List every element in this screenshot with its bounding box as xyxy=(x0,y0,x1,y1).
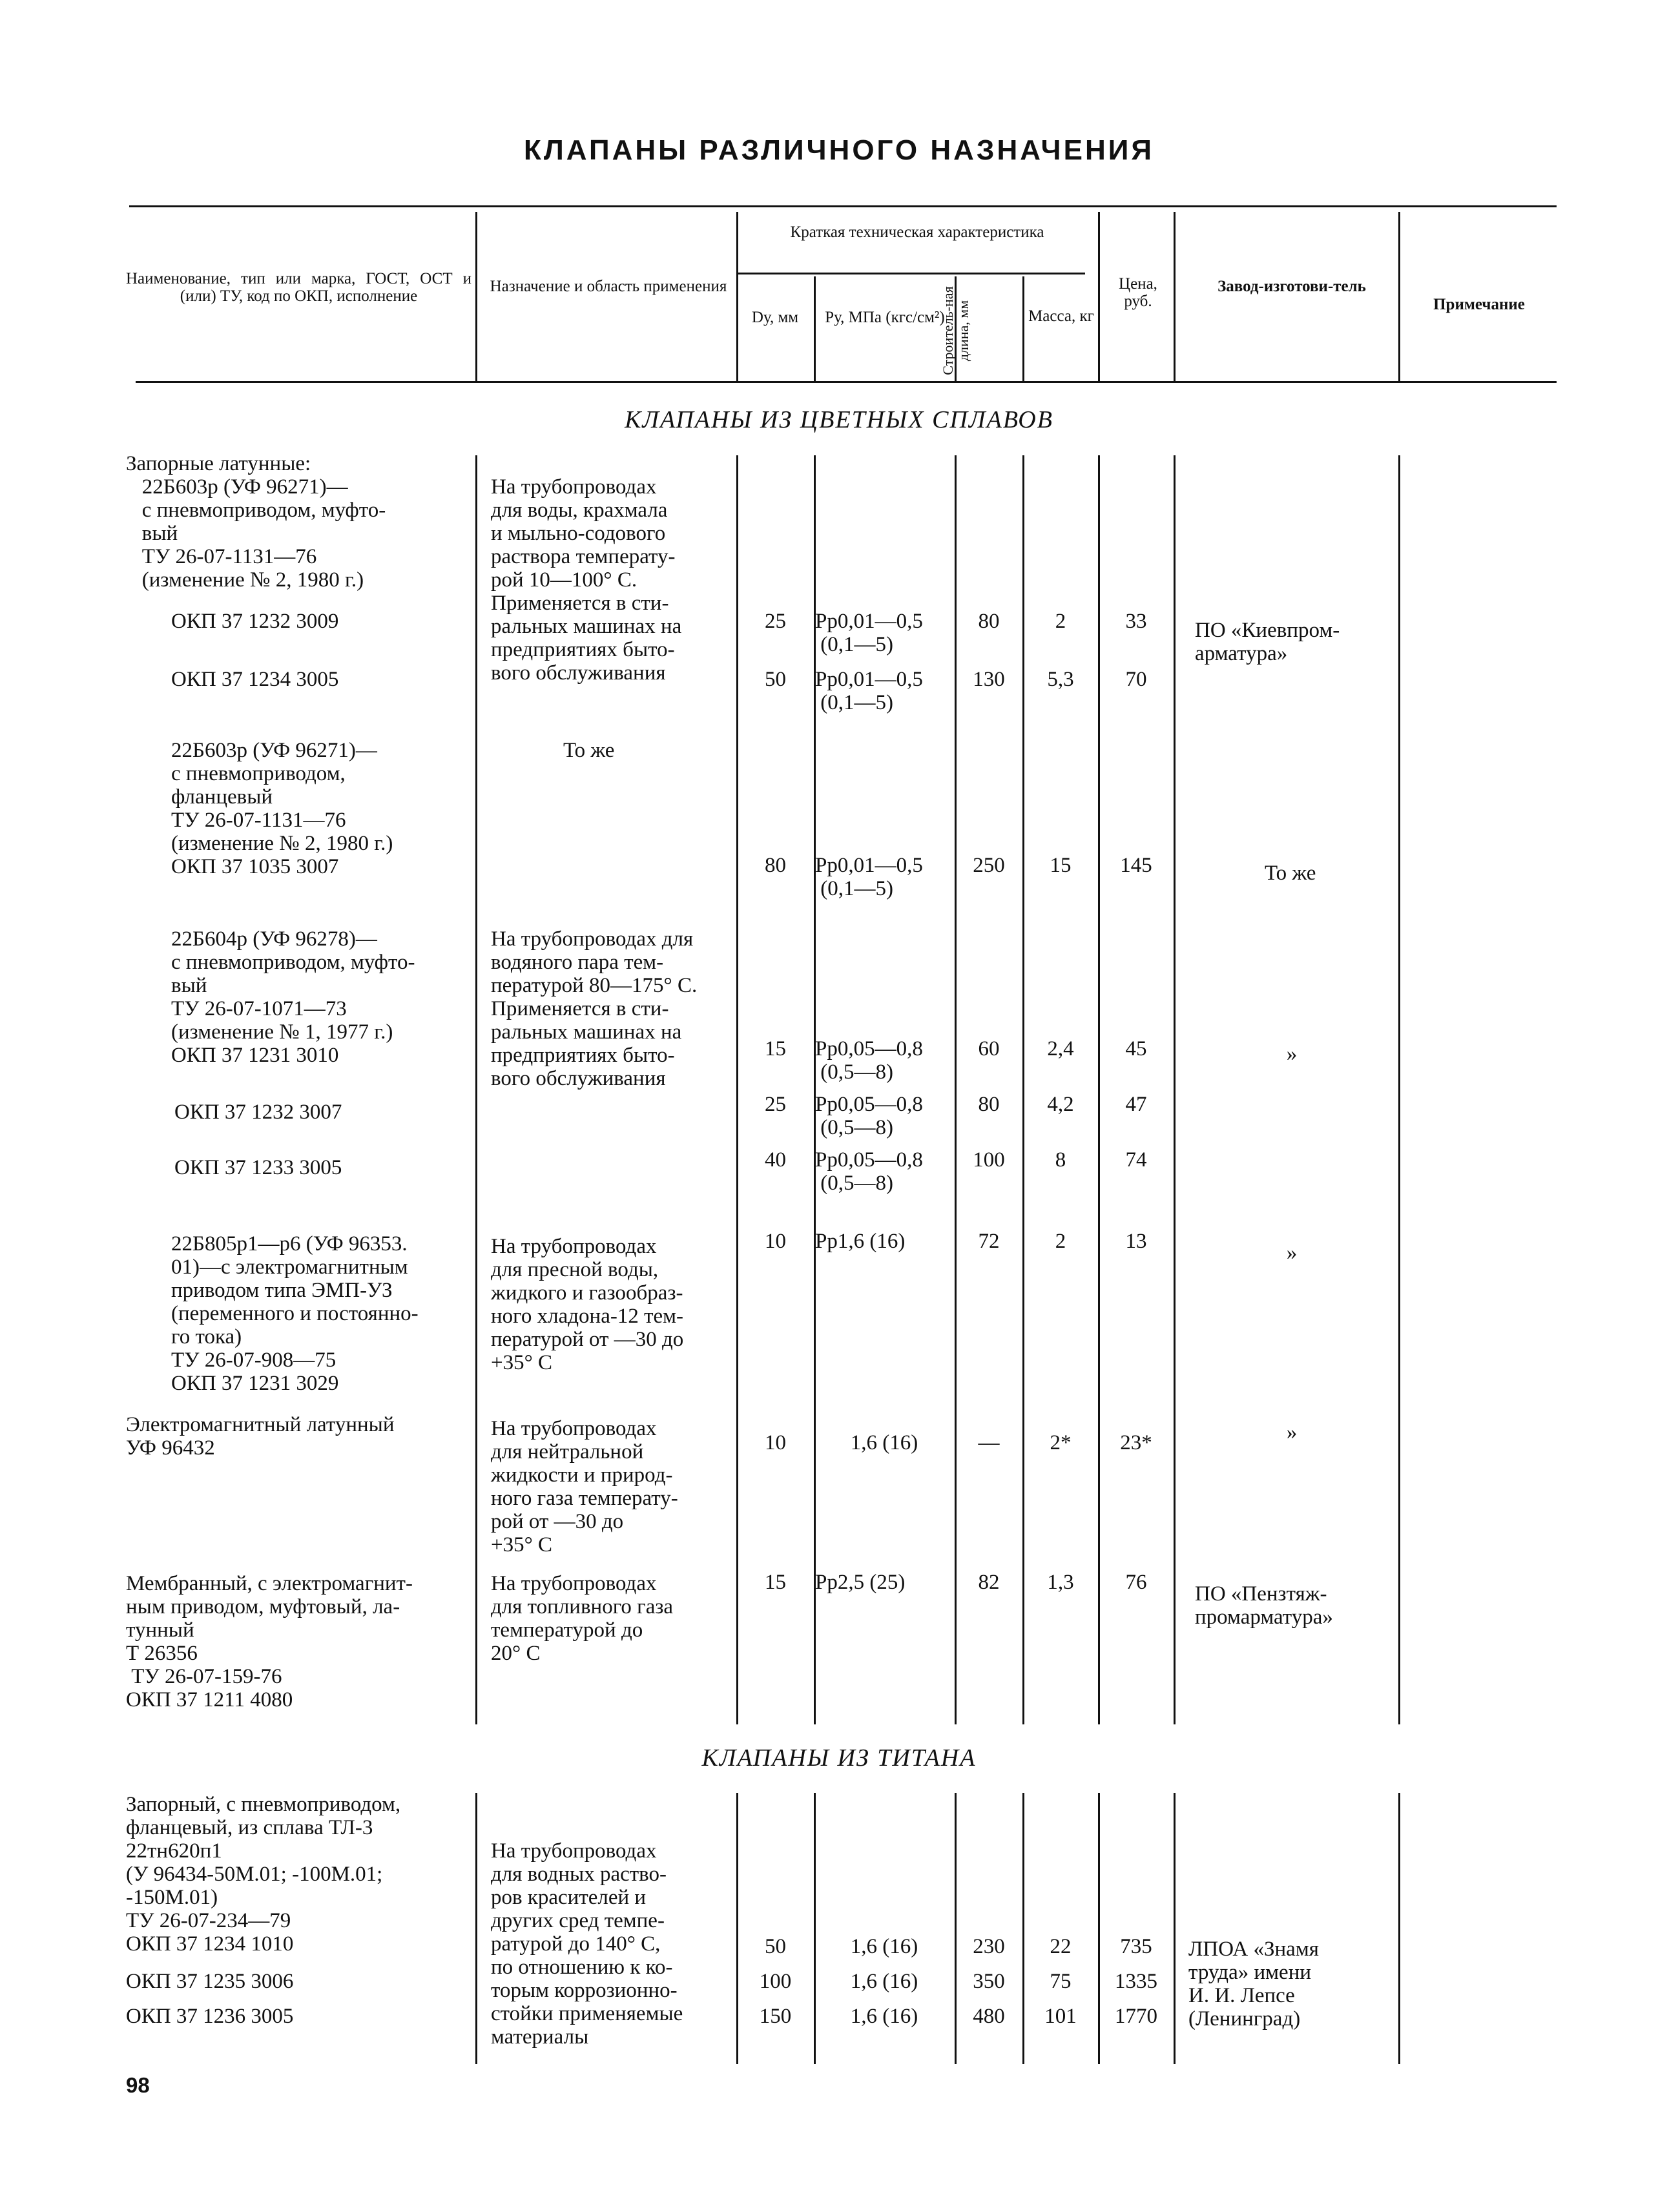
header-divider xyxy=(1174,212,1176,381)
column-divider xyxy=(736,455,738,1724)
cell-dy: 50 xyxy=(765,1935,786,1958)
product-purpose: На трубопроводах для водяного пара тем- пературой 80—175° С. Применяется в сти- ральных машинах на предприятиях быто- вого обслуживания xyxy=(491,927,698,1090)
column-divider xyxy=(475,1793,477,2064)
okp-code: ОКП 37 1236 3005 xyxy=(126,2005,294,2028)
product-purpose: То же xyxy=(563,739,615,762)
product-purpose: На трубопроводах для пресной воды, жидкого и газообраз- ного хладона-12 тем- пературой от —30 до +35° С xyxy=(491,1235,684,1374)
column-divider xyxy=(1098,455,1100,1724)
product-name: 22Б604р (УФ 96278)— с пневмоприводом, муфто- вый ТУ 26-07-1071—73 (изменение № 1, 1977 г.) ОКП 37 1231 3010 xyxy=(171,927,415,1067)
cell-price: 45 xyxy=(1125,1037,1147,1060)
cell-py: Pр0,05—0,8 (0,5—8) xyxy=(815,1148,923,1195)
header-divider xyxy=(1398,212,1400,381)
header-py: Pу, МПа (кгс/см²) xyxy=(825,309,945,326)
cell-py: Pр0,01—0,5 (0,1—5) xyxy=(815,610,923,656)
cell-length: 60 xyxy=(978,1037,1000,1060)
manufacturer: ЛПОА «Знамя труда» имени И. И. Лепсе (Ленинград) xyxy=(1188,1938,1319,2031)
cell-price: 23* xyxy=(1120,1431,1152,1454)
cell-mass: 2 xyxy=(1055,1230,1066,1253)
okp-code: ОКП 37 1232 3007 xyxy=(174,1101,342,1124)
cell-dy: 15 xyxy=(765,1571,786,1594)
cell-mass: 8 xyxy=(1055,1148,1066,1172)
section-title-titanium: КЛАПАНЫ ИЗ ТИТАНА xyxy=(701,1744,977,1772)
cell-price: 13 xyxy=(1125,1230,1147,1253)
header-length: Строитель-ная длина, мм xyxy=(940,286,971,375)
product-name: 22Б805р1—р6 (УФ 96353. 01)—с электромагнитным приводом типа ЭМП-УЗ (переменного и постоянно- го тока) ТУ 26-07-908—75 ОКП 37 1231 3029 xyxy=(171,1232,419,1395)
column-divider xyxy=(1022,455,1024,1724)
header-maker: Завод-изготови-тель xyxy=(1217,278,1366,295)
cell-dy: 100 xyxy=(759,1970,792,1993)
product-purpose: На трубопроводах для воды, крахмала и мыльно-содового раствора температу- рой 10—100° С. Применяется в сти- ральных машинах на предприятиях быто- вого обслуживания xyxy=(491,475,682,685)
tech-group-rule xyxy=(736,273,1085,274)
cell-mass: 5,3 xyxy=(1047,668,1074,691)
cell-mass: 75 xyxy=(1050,1970,1072,1993)
cell-length: 80 xyxy=(978,610,1000,633)
header-divider xyxy=(1098,212,1100,381)
product-name: Электромагнитный латунный УФ 96432 xyxy=(126,1413,395,1460)
cell-dy: 25 xyxy=(765,1093,786,1116)
cell-mass: 2,4 xyxy=(1047,1037,1074,1060)
page-number: 98 xyxy=(126,2073,150,2097)
cell-length: — xyxy=(978,1431,1000,1454)
cell-mass: 1,3 xyxy=(1047,1571,1074,1594)
product-purpose: На трубопроводах для водных раство- ров красителей и других сред темпе- ратурой до 140° С, по отношению к ко- торым коррозионно- стойки применяемые материалы xyxy=(491,1839,683,2049)
okp-code: ОКП 37 1232 3009 xyxy=(171,610,339,633)
product-purpose: На трубопроводах для нейтральной жидкости и природ- ного газа температу- рой от —30 до +35° С xyxy=(491,1417,678,1556)
cell-mass: 15 xyxy=(1050,854,1072,877)
header-price: Цена, руб. xyxy=(1119,275,1157,310)
cell-price: 70 xyxy=(1125,668,1147,691)
header-tech-group: Краткая техническая характеристика xyxy=(790,223,1044,241)
cell-py: 1,6 (16) xyxy=(850,1970,918,1993)
cell-price: 76 xyxy=(1125,1571,1147,1594)
cell-py: 1,6 (16) xyxy=(850,1431,918,1454)
cell-py: Pр0,01—0,5 (0,1—5) xyxy=(815,668,923,714)
cell-py: Pр1,6 (16) xyxy=(815,1230,906,1253)
cell-length: 80 xyxy=(978,1093,1000,1116)
header-divider xyxy=(736,212,738,381)
column-divider xyxy=(955,455,957,1724)
cell-dy: 80 xyxy=(765,854,786,877)
ditto-mark: » xyxy=(1286,1042,1298,1066)
cell-price: 33 xyxy=(1125,610,1147,633)
header-divider xyxy=(814,276,816,381)
header-mass: Масса, кг xyxy=(1028,307,1094,325)
header-divider xyxy=(1022,276,1024,381)
cell-length: 350 xyxy=(973,1970,1005,1993)
ditto-mark: » xyxy=(1286,1241,1298,1265)
cell-length: 480 xyxy=(973,2005,1005,2028)
header-top-rule xyxy=(129,205,1557,207)
cell-price: 1770 xyxy=(1115,2005,1157,2028)
header-note: Примечание xyxy=(1433,296,1525,313)
ditto-mark: » xyxy=(1286,1421,1298,1444)
product-purpose: На трубопроводах для топливного газа температурой до 20° С xyxy=(491,1572,674,1665)
cell-length: 100 xyxy=(973,1148,1005,1172)
okp-code: ОКП 37 1234 3005 xyxy=(171,668,339,691)
cell-length: 230 xyxy=(973,1935,1005,1958)
column-divider xyxy=(1398,455,1400,1724)
column-divider xyxy=(1398,1793,1400,2064)
cell-dy: 150 xyxy=(759,2005,792,2028)
okp-code: ОКП 37 1235 3006 xyxy=(126,1970,294,1993)
manufacturer: ПО «Пензтяж- промарматура» xyxy=(1195,1582,1333,1629)
header-divider xyxy=(475,212,477,381)
okp-code: ОКП 37 1233 3005 xyxy=(174,1156,342,1179)
section-title-nonferrous: КЛАПАНЫ ИЗ ЦВЕТНЫХ СПЛАВОВ xyxy=(625,406,1053,433)
cell-py: 1,6 (16) xyxy=(850,2005,918,2028)
cell-dy: 10 xyxy=(765,1230,786,1253)
cell-mass: 4,2 xyxy=(1047,1093,1074,1116)
product-name: Мембранный, с электромагнит- ным приводом, муфтовый, ла- тунный Т 26356 ТУ 26-07-159-76 ОКП 37 1211 4080 xyxy=(126,1572,413,1711)
product-name: 22Б603р (УФ 96271)— с пневмоприводом, фланцевый ТУ 26-07-1131—76 (изменение № 2, 1980 г.) ОКП 37 1035 3007 xyxy=(171,739,393,878)
page-title: КЛАПАНЫ РАЗЛИЧНОГО НАЗНАЧЕНИЯ xyxy=(524,134,1154,166)
column-divider xyxy=(475,455,477,1724)
cell-dy: 15 xyxy=(765,1037,786,1060)
cell-py: Pр0,01—0,5 (0,1—5) xyxy=(815,854,923,900)
cell-py: Pр0,05—0,8 (0,5—8) xyxy=(815,1093,923,1139)
product-name: Запорный, с пневмоприводом, фланцевый, из сплава ТЛ-3 22тн620п1 (У 96434-50М.01; -100М.01; -150М.01) ТУ 26-07-234—79 ОКП 37 1234 1010 xyxy=(126,1793,401,1956)
column-divider xyxy=(1174,1793,1176,2064)
cell-length: 130 xyxy=(973,668,1005,691)
cell-py: Pр0,05—0,8 (0,5—8) xyxy=(815,1037,923,1084)
cell-dy: 50 xyxy=(765,668,786,691)
column-divider xyxy=(1174,455,1176,1724)
cell-py: 1,6 (16) xyxy=(850,1935,918,1958)
cell-price: 1335 xyxy=(1115,1970,1157,1993)
header-name: Наименование, тип или марка, ГОСТ, ОСТ и (или) ТУ, код по ОКП, исполнение xyxy=(126,270,471,305)
cell-price: 735 xyxy=(1120,1935,1152,1958)
cell-mass: 2* xyxy=(1050,1431,1072,1454)
cell-price: 74 xyxy=(1125,1148,1147,1172)
cell-dy: 10 xyxy=(765,1431,786,1454)
cell-py: Pр2,5 (25) xyxy=(815,1571,906,1594)
cell-mass: 101 xyxy=(1044,2005,1077,2028)
cell-price: 145 xyxy=(1120,854,1152,877)
cell-mass: 2 xyxy=(1055,610,1066,633)
cell-price: 47 xyxy=(1125,1093,1147,1116)
cell-length: 250 xyxy=(973,854,1005,877)
manufacturer: ПО «Киевпром- арматура» xyxy=(1195,619,1340,665)
header-purpose: Назначение и область применения xyxy=(490,278,727,295)
cell-mass: 22 xyxy=(1050,1935,1072,1958)
cell-dy: 40 xyxy=(765,1148,786,1172)
manufacturer: То же xyxy=(1265,862,1316,885)
header-bottom-rule xyxy=(136,381,1557,383)
header-dy: Dу, мм xyxy=(751,309,799,326)
product-name: Запорные латунные: 22Б603р (УФ 96271)— с пневмоприводом, муфто- вый ТУ 26-07-1131—76 (изменение № 2, 1980 г.) xyxy=(126,452,386,592)
cell-length: 82 xyxy=(978,1571,1000,1594)
cell-length: 72 xyxy=(978,1230,1000,1253)
cell-dy: 25 xyxy=(765,610,786,633)
